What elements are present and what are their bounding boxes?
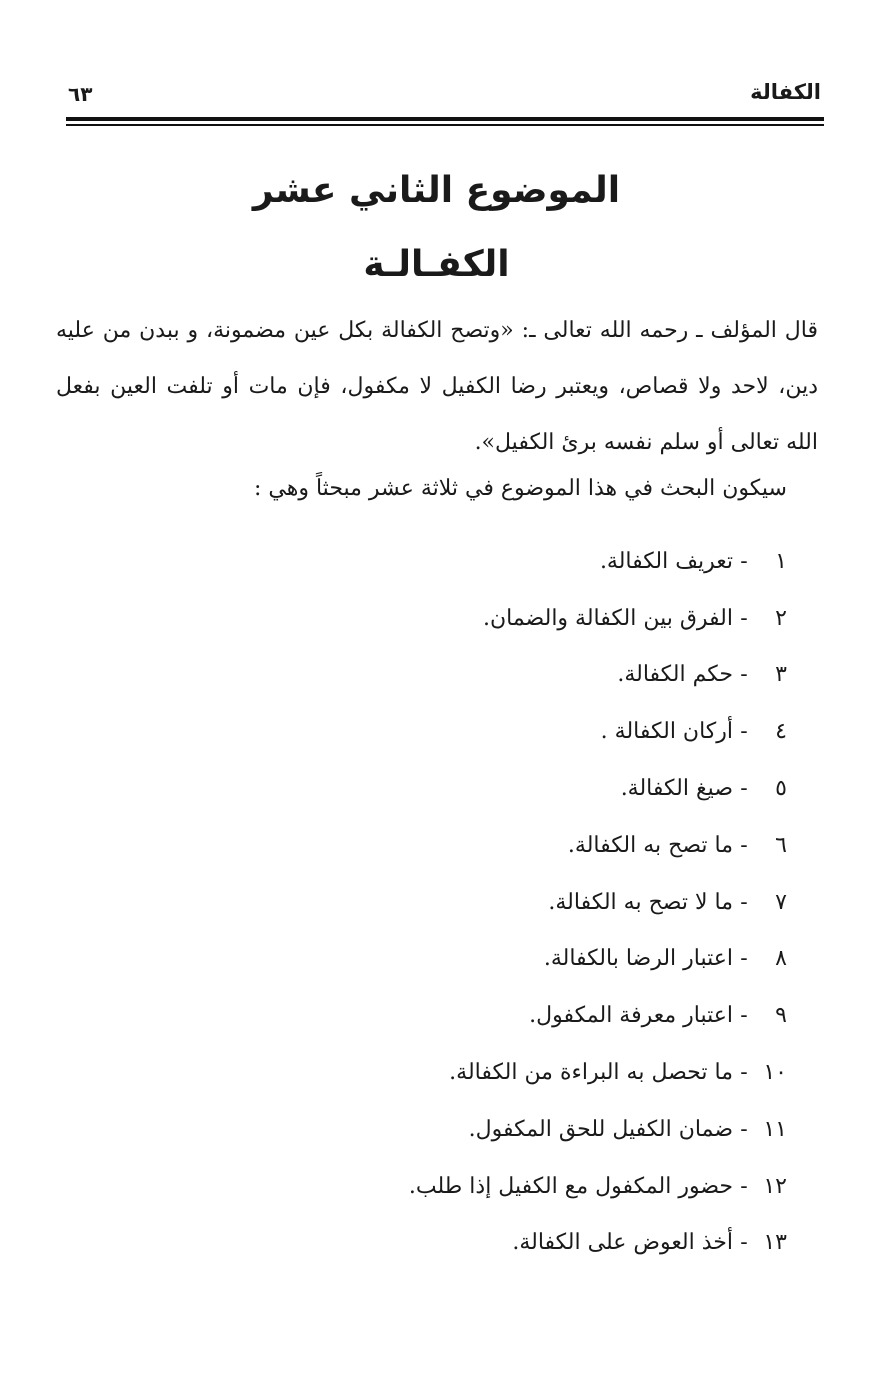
topic-dash: - — [740, 832, 748, 858]
topic-text: ضمان الكفيل للحق المكفول. — [468, 1116, 733, 1142]
topic-text: ما تحصل به البراءة من الكفالة. — [449, 1060, 733, 1086]
topic-text: حضور المكفول مع الكفيل إذا طلب. — [408, 1173, 733, 1199]
topic-item — [409, 590, 787, 647]
topic-number: ٦ — [775, 832, 787, 858]
topic-dash: - — [740, 776, 748, 802]
section-title: الكفـالـة — [363, 244, 510, 285]
topic-dash: - — [740, 1230, 748, 1256]
topic-dash: - — [740, 719, 748, 745]
topic-item — [409, 987, 787, 1044]
topic-text: صيغ الكفالة. — [620, 776, 733, 802]
topic-number: ٢ — [775, 605, 787, 631]
topic-item — [409, 533, 787, 590]
topic-text: الفرق بين الكفالة والضمان. — [482, 605, 733, 631]
topic-item — [409, 1158, 787, 1215]
topic-dash: - — [740, 548, 748, 574]
topic-text: حكم الكفالة. — [617, 662, 733, 688]
topic-item — [409, 647, 787, 704]
topic-number: ٩ — [775, 1003, 787, 1029]
topic-text: أركان الكفالة . — [600, 719, 733, 745]
topic-item — [409, 760, 787, 817]
header-rule-thick — [66, 117, 824, 121]
topic-number: ٤ — [775, 719, 787, 745]
topic-number: ٧ — [775, 889, 787, 915]
topic-item — [409, 703, 787, 760]
topic-item — [409, 874, 787, 931]
topic-dash: - — [740, 1173, 748, 1199]
topic-text: أخذ العوض على الكفالة. — [512, 1230, 733, 1256]
topic-number: ١٣ — [763, 1230, 787, 1256]
topic-dash: - — [740, 1003, 748, 1029]
topic-item — [409, 1215, 787, 1272]
topic-text: تعريف الكفالة. — [599, 548, 733, 574]
topic-dash: - — [740, 889, 748, 915]
page-number: ٦٣ — [68, 82, 93, 106]
topic-item — [409, 931, 787, 988]
topic-dash: - — [740, 662, 748, 688]
topic-text: ما لا تصح به الكفالة. — [548, 889, 733, 915]
plan-sentence: سيكون البحث في هذا الموضوع في ثلاثة عشر مبحثاً وهي : — [254, 476, 787, 501]
topic-number: ١١ — [763, 1116, 787, 1142]
topic-dash: - — [740, 946, 748, 972]
header-rule-thin — [66, 124, 824, 126]
topic-number: ٨ — [775, 946, 787, 972]
topic-number: ٣ — [775, 662, 787, 688]
topic-text: ما تصح به الكفالة. — [567, 832, 733, 858]
topic-item — [409, 817, 787, 874]
quote-paragraph: قال المؤلف ـ رحمه الله تعالى ـ: «وتصح الكفالة بكل عين مضمونة، و ببدن من عليه دين، لاحد ولا قصاص، ويعتبر رضا الكفيل لا مكفول، فإن مات أو تلفت العين بفعل الله تعالى أو سلم نفسه برئ الكفيل». — [56, 318, 818, 455]
topic-text: اعتبار معرفة المكفول. — [529, 1003, 733, 1029]
topic-title: الموضوع الثاني عشر — [252, 170, 621, 211]
topic-number: ١ — [775, 548, 787, 574]
topic-dash: - — [740, 1116, 748, 1142]
topic-number: ٥ — [775, 776, 787, 802]
topic-number: ١٠ — [763, 1060, 787, 1086]
running-title: الكفالة — [750, 80, 821, 104]
topic-item — [409, 1044, 787, 1101]
topic-dash: - — [740, 605, 748, 631]
topic-number: ١٢ — [763, 1173, 787, 1199]
topics-list — [409, 533, 787, 1271]
topic-item — [409, 1101, 787, 1158]
topic-dash: - — [740, 1060, 748, 1086]
topic-text: اعتبار الرضا بالكفالة. — [543, 946, 733, 972]
